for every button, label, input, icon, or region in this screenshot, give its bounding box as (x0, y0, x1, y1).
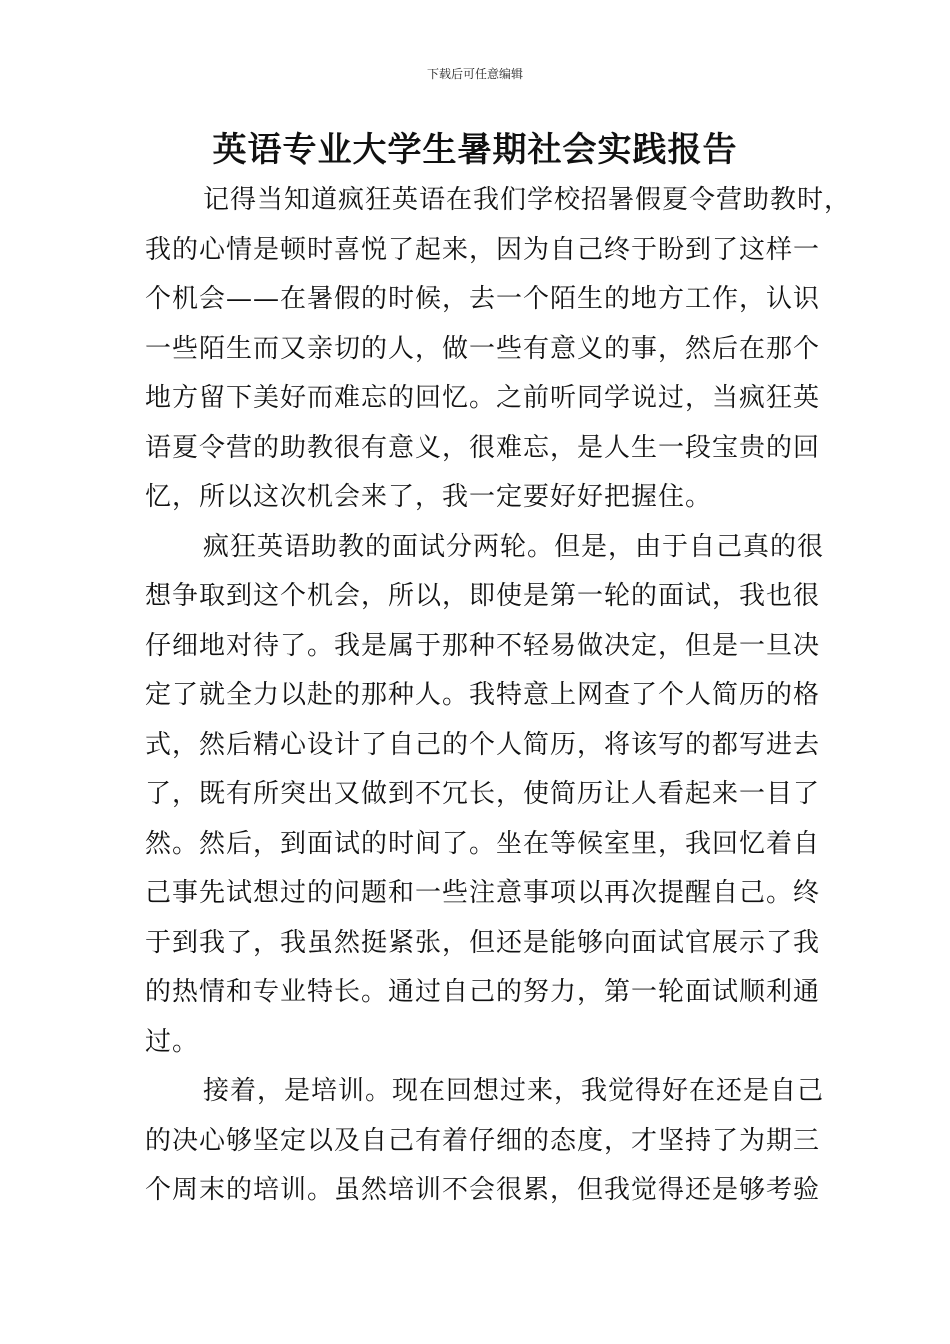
paragraph-line: 式，然后精心设计了自己的个人简历，将该写的都写进去 (145, 729, 821, 760)
paragraph-line: 想争取到这个机会，所以，即使是第一轮的面试，我也很 (145, 581, 821, 611)
paragraph-line: 于到我了，我虽然挺紧张，但还是能够向面试官展示了我 (145, 927, 821, 958)
paragraph-line: 疯狂英语助教的面试分两轮。但是，由于自己真的很 (203, 531, 825, 562)
paragraph-line: 仔细地对待了。我是属于那种不轻易做决定，但是一旦决 (145, 630, 821, 661)
paragraph-2 (145, 523, 825, 1068)
paragraph-line: 了，既有所突出又做到不冗长，使简历让人看起来一目了 (145, 779, 821, 809)
paragraph-1 (145, 176, 852, 523)
paragraph-line: 定了就全力以赴的那种人。我特意上网查了个人简历的格 (145, 680, 821, 710)
paragraph-line: 的热情和专业特长。通过自己的努力，第一轮面试顺利通 (145, 977, 821, 1007)
paragraph-line: 地方留下美好而难忘的回忆。之前听同学说过，当疯狂英 (145, 383, 821, 413)
document-title: 英语专业大学生暑期社会实践报告 (212, 130, 738, 170)
paragraph-line: 我的心情是顿时喜悦了起来，因为自己终于盼到了这样一 (145, 234, 821, 265)
paragraph-line: 记得当知道疯狂英语在我们学校招暑假夏令营助教时， (203, 185, 852, 215)
paragraph-line: 个机会——在暑假的时候，去一个陌生的地方工作，认识 (145, 284, 821, 314)
paragraph-line: 接着，是培训。现在回想过来，我觉得好在还是自己 (203, 1076, 825, 1106)
paragraph-3 (145, 1067, 825, 1216)
paragraph-line: 过。 (145, 1026, 200, 1057)
paragraph-line: 一些陌生而又亲切的人，做一些有意义的事，然后在那个 (145, 333, 821, 364)
header-note: 下载后可任意编辑 (426, 67, 523, 81)
paragraph-line: 的决心够坚定以及自己有着仔细的态度，才坚持了为期三 (145, 1125, 821, 1156)
paragraph-line: 己事先试想过的问题和一些注意事项以再次提醒自己。终 (145, 878, 821, 908)
paragraph-line: 语夏令营的助教很有意义，很难忘，是人生一段宝贵的回 (145, 432, 821, 463)
paragraph-line: 个周末的培训。虽然培训不会很累，但我觉得还是够考验 (145, 1175, 821, 1205)
document-body (145, 176, 852, 1216)
paragraph-line: 忆，所以这次机会来了，我一定要好好把握住。 (145, 482, 713, 512)
paragraph-line: 然。然后，到面试的时间了。坐在等候室里，我回忆着自 (145, 828, 821, 859)
